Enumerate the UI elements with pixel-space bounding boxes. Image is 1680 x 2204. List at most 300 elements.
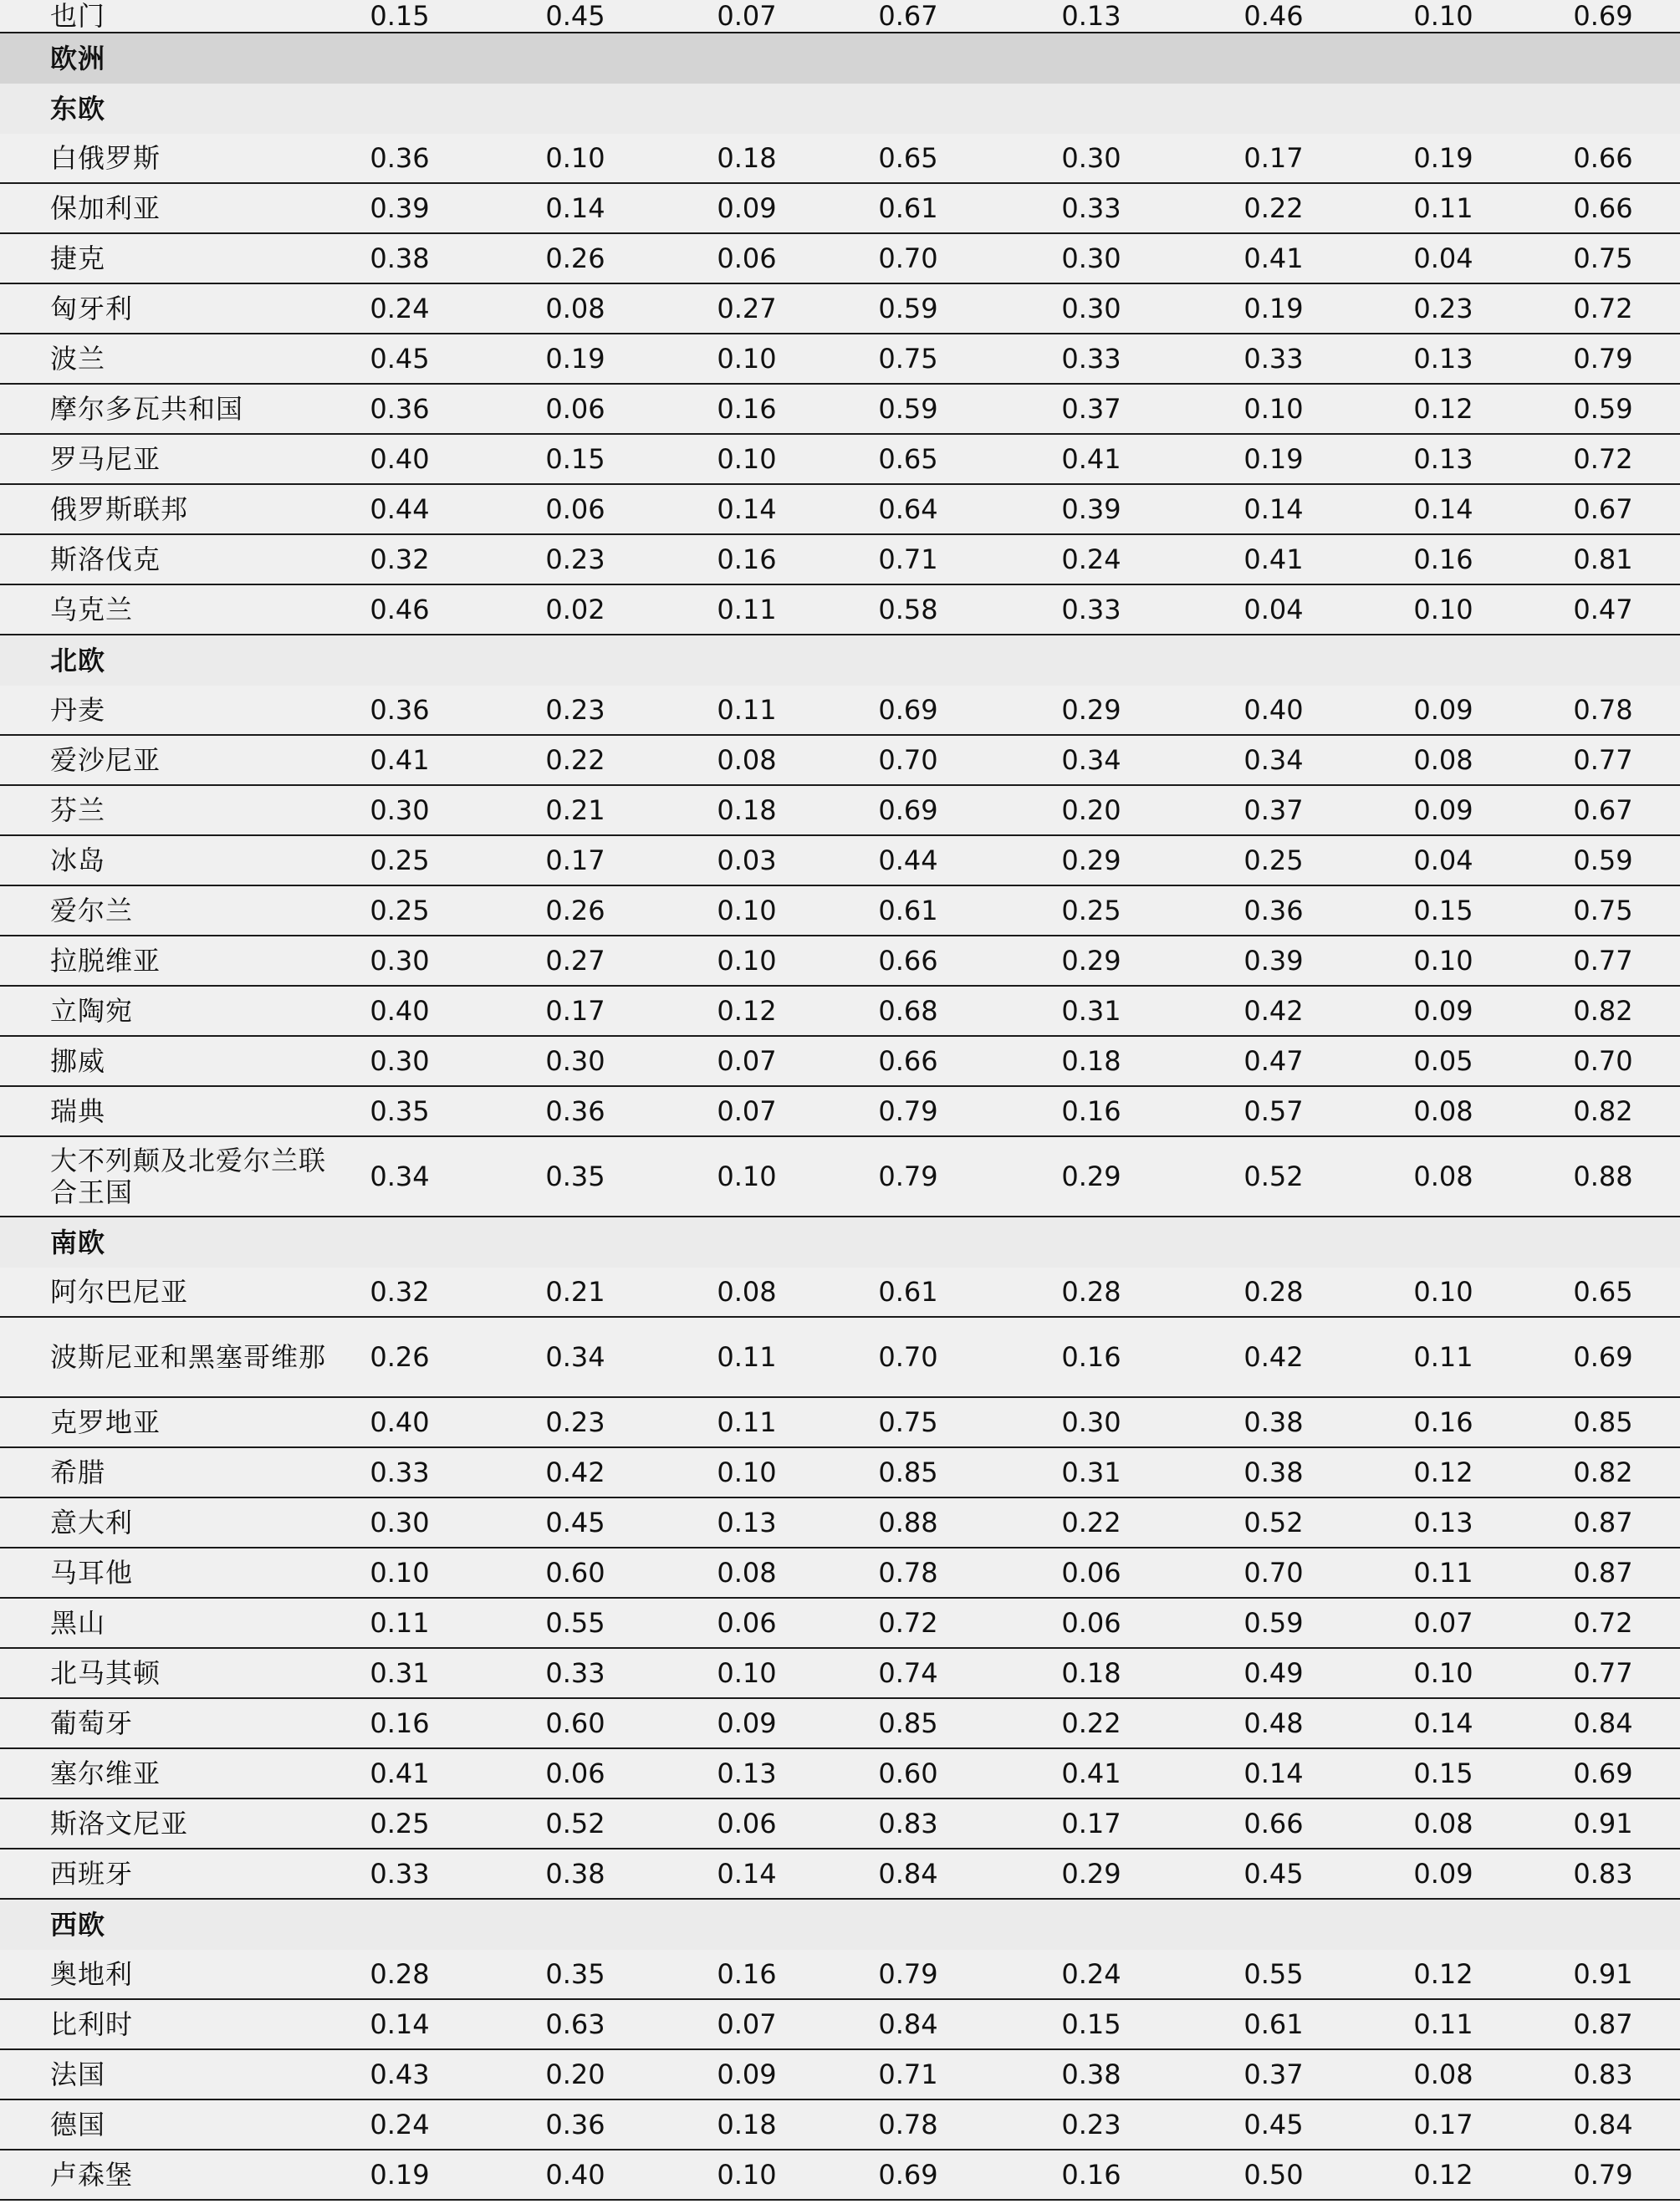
cell-col-6: 0.46: [1243, 0, 1304, 32]
cell-col-5: 0.15: [1061, 2008, 1121, 2040]
cell-col-3: 0.11: [717, 694, 777, 726]
region-name: 南欧: [50, 1227, 106, 1258]
cell-col-8: 0.59: [1573, 393, 1633, 425]
cell-col-1: 0.30: [370, 1045, 430, 1077]
cell-col-6: 0.41: [1243, 242, 1304, 274]
cell-col-7: 0.10: [1413, 1276, 1473, 1308]
cell-col-7: 0.14: [1413, 493, 1473, 525]
country-name: 丹麦: [50, 694, 106, 726]
cell-col-4: 0.59: [878, 293, 938, 324]
cell-col-8: 0.69: [1573, 1758, 1633, 1789]
cell-col-1: 0.35: [370, 1095, 430, 1127]
cell-col-6: 0.10: [1243, 393, 1304, 425]
region-name: 西欧: [50, 1909, 106, 1941]
cell-col-1: 0.34: [370, 1161, 430, 1192]
cell-col-2: 0.14: [545, 192, 605, 224]
cell-col-8: 0.67: [1573, 794, 1633, 826]
cell-col-8: 0.87: [1573, 1507, 1633, 1538]
cell-col-7: 0.19: [1413, 142, 1473, 174]
cell-col-5: 0.29: [1061, 945, 1121, 977]
country-name: 摩尔多瓦共和国: [50, 393, 244, 425]
cell-col-2: 0.23: [545, 694, 605, 726]
cell-col-3: 0.10: [717, 443, 777, 475]
cell-col-3: 0.18: [717, 142, 777, 174]
cell-col-8: 0.47: [1573, 594, 1633, 625]
cell-col-7: 0.04: [1413, 242, 1473, 274]
cell-col-3: 0.03: [717, 844, 777, 876]
cell-col-3: 0.11: [717, 1341, 777, 1373]
cell-col-2: 0.21: [545, 794, 605, 826]
cell-col-3: 0.07: [717, 2008, 777, 2040]
cell-col-3: 0.07: [717, 0, 777, 32]
cell-col-6: 0.34: [1243, 744, 1304, 776]
cell-col-8: 0.79: [1573, 2159, 1633, 2191]
cell-col-6: 0.50: [1243, 2159, 1304, 2191]
country-name: 塞尔维亚: [50, 1758, 161, 1789]
country-name: 立陶宛: [50, 995, 134, 1027]
cell-col-2: 0.27: [545, 945, 605, 977]
cell-col-1: 0.41: [370, 744, 430, 776]
cell-col-8: 0.77: [1573, 945, 1633, 977]
cell-col-8: 0.75: [1573, 895, 1633, 926]
country-name: 卢森堡: [50, 2159, 134, 2191]
cell-col-3: 0.18: [717, 2109, 777, 2140]
cell-col-7: 0.10: [1413, 1657, 1473, 1689]
cell-col-4: 0.59: [878, 393, 938, 425]
cell-col-8: 0.87: [1573, 1557, 1633, 1589]
table-row: [0, 1749, 1680, 1799]
cell-col-8: 0.69: [1573, 1341, 1633, 1373]
cell-col-7: 0.09: [1413, 1858, 1473, 1890]
cell-col-2: 0.23: [545, 1406, 605, 1438]
cell-col-5: 0.34: [1061, 744, 1121, 776]
cell-col-3: 0.10: [717, 343, 777, 375]
table-row: [0, 1548, 1680, 1599]
cell-col-7: 0.17: [1413, 2109, 1473, 2140]
cell-col-5: 0.41: [1061, 443, 1121, 475]
cell-col-2: 0.06: [545, 1758, 605, 1789]
cell-col-1: 0.44: [370, 493, 430, 525]
cell-col-1: 0.40: [370, 995, 430, 1027]
country-name: 保加利亚: [50, 192, 161, 224]
cell-col-3: 0.10: [717, 895, 777, 926]
cell-col-8: 0.70: [1573, 1045, 1633, 1077]
cell-col-6: 0.52: [1243, 1161, 1304, 1192]
cell-col-8: 0.67: [1573, 493, 1633, 525]
cell-col-7: 0.15: [1413, 895, 1473, 926]
country-name: 斯洛伐克: [50, 543, 161, 575]
cell-col-8: 0.87: [1573, 2008, 1633, 2040]
cell-col-1: 0.41: [370, 1758, 430, 1789]
cell-col-8: 0.72: [1573, 1607, 1633, 1639]
cell-col-1: 0.25: [370, 895, 430, 926]
cell-col-3: 0.08: [717, 744, 777, 776]
cell-col-7: 0.23: [1413, 293, 1473, 324]
cell-col-5: 0.33: [1061, 594, 1121, 625]
cell-col-1: 0.43: [370, 2059, 430, 2090]
cell-col-6: 0.38: [1243, 1406, 1304, 1438]
country-name: 意大利: [50, 1507, 134, 1538]
table-row: [0, 2100, 1680, 2150]
country-name: 罗马尼亚: [50, 443, 161, 475]
country-name: 克罗地亚: [50, 1406, 161, 1438]
cell-col-1: 0.30: [370, 945, 430, 977]
cell-col-2: 0.34: [545, 1341, 605, 1373]
table-row: [0, 284, 1680, 334]
cell-col-7: 0.05: [1413, 1045, 1473, 1077]
cell-col-6: 0.42: [1243, 1341, 1304, 1373]
table-row: [0, 1037, 1680, 1087]
cell-col-7: 0.11: [1413, 2008, 1473, 2040]
cell-col-6: 0.45: [1243, 2109, 1304, 2140]
cell-col-6: 0.37: [1243, 794, 1304, 826]
cell-col-8: 0.77: [1573, 1657, 1633, 1689]
cell-col-4: 0.85: [878, 1707, 938, 1739]
cell-col-5: 0.29: [1061, 1858, 1121, 1890]
cell-col-3: 0.09: [717, 2059, 777, 2090]
cell-col-1: 0.14: [370, 2008, 430, 2040]
cell-col-3: 0.07: [717, 1095, 777, 1127]
cell-col-7: 0.10: [1413, 594, 1473, 625]
cell-col-1: 0.31: [370, 1657, 430, 1689]
cell-col-1: 0.24: [370, 293, 430, 324]
table-row: [0, 485, 1680, 535]
cell-col-5: 0.24: [1061, 543, 1121, 575]
cell-col-6: 0.39: [1243, 945, 1304, 977]
cell-col-5: 0.25: [1061, 895, 1121, 926]
cell-col-7: 0.16: [1413, 1406, 1473, 1438]
cell-col-2: 0.15: [545, 443, 605, 475]
country-name: 爱尔兰: [50, 895, 134, 926]
cell-col-5: 0.20: [1061, 794, 1121, 826]
cell-col-3: 0.27: [717, 293, 777, 324]
cell-col-1: 0.36: [370, 142, 430, 174]
cell-col-4: 0.65: [878, 142, 938, 174]
subregion-header: [0, 1900, 1680, 1950]
cell-col-2: 0.45: [545, 0, 605, 32]
cell-col-1: 0.45: [370, 343, 430, 375]
cell-col-6: 0.45: [1243, 1858, 1304, 1890]
cell-col-2: 0.02: [545, 594, 605, 625]
cell-col-6: 0.66: [1243, 1808, 1304, 1839]
table-row: [0, 1087, 1680, 1137]
table-row: [0, 1699, 1680, 1749]
cell-col-7: 0.15: [1413, 1758, 1473, 1789]
cell-col-3: 0.10: [717, 945, 777, 977]
cell-col-1: 0.39: [370, 192, 430, 224]
cell-col-2: 0.60: [545, 1707, 605, 1739]
cell-col-4: 0.84: [878, 1858, 938, 1890]
table-row: [0, 1849, 1680, 1900]
table-row: [0, 686, 1680, 736]
cell-col-6: 0.37: [1243, 2059, 1304, 2090]
cell-col-1: 0.26: [370, 1341, 430, 1373]
cell-col-4: 0.65: [878, 443, 938, 475]
cell-col-2: 0.26: [545, 242, 605, 274]
cell-col-2: 0.22: [545, 744, 605, 776]
table-row: [0, 435, 1680, 485]
cell-col-5: 0.41: [1061, 1758, 1121, 1789]
cell-col-2: 0.42: [545, 1457, 605, 1488]
cell-col-1: 0.19: [370, 2159, 430, 2191]
cell-col-2: 0.23: [545, 543, 605, 575]
cell-col-2: 0.19: [545, 343, 605, 375]
cell-col-2: 0.35: [545, 1161, 605, 1192]
cell-col-2: 0.33: [545, 1657, 605, 1689]
cell-col-4: 0.70: [878, 744, 938, 776]
cell-col-4: 0.78: [878, 2109, 938, 2140]
cell-col-1: 0.32: [370, 1276, 430, 1308]
table-row: [0, 736, 1680, 786]
cell-col-7: 0.09: [1413, 694, 1473, 726]
cell-col-8: 0.91: [1573, 1958, 1633, 1990]
cell-col-4: 0.74: [878, 1657, 938, 1689]
cell-col-2: 0.35: [545, 1958, 605, 1990]
cell-col-1: 0.33: [370, 1457, 430, 1488]
table-row: [0, 184, 1680, 234]
table-row: [0, 1448, 1680, 1498]
cell-col-7: 0.08: [1413, 2059, 1473, 2090]
cell-col-3: 0.06: [717, 1808, 777, 1839]
cell-col-4: 0.69: [878, 694, 938, 726]
cell-col-8: 0.72: [1573, 293, 1633, 324]
cell-col-3: 0.11: [717, 1406, 777, 1438]
cell-col-2: 0.08: [545, 293, 605, 324]
cell-col-5: 0.24: [1061, 1958, 1121, 1990]
cell-col-5: 0.29: [1061, 844, 1121, 876]
cell-col-3: 0.16: [717, 543, 777, 575]
cell-col-3: 0.09: [717, 192, 777, 224]
cell-col-7: 0.11: [1413, 1557, 1473, 1589]
cell-col-1: 0.30: [370, 1507, 430, 1538]
table-row: [0, 535, 1680, 585]
cell-col-3: 0.06: [717, 1607, 777, 1639]
cell-col-1: 0.10: [370, 1557, 430, 1589]
cell-col-5: 0.22: [1061, 1707, 1121, 1739]
cell-col-5: 0.31: [1061, 995, 1121, 1027]
table-row: [0, 2050, 1680, 2100]
cell-col-8: 0.72: [1573, 443, 1633, 475]
table-row: [0, 585, 1680, 635]
cell-col-1: 0.36: [370, 694, 430, 726]
cell-col-4: 0.71: [878, 2059, 938, 2090]
region-name: 欧洲: [50, 43, 106, 74]
cell-col-7: 0.07: [1413, 1607, 1473, 1639]
cell-col-6: 0.04: [1243, 594, 1304, 625]
table-row: [0, 786, 1680, 836]
cell-col-2: 0.45: [545, 1507, 605, 1538]
country-name: 德国: [50, 2109, 106, 2140]
cell-col-4: 0.85: [878, 1457, 938, 1488]
table-row: [0, 1498, 1680, 1548]
cell-col-5: 0.30: [1061, 142, 1121, 174]
country-name: 爱沙尼亚: [50, 744, 161, 776]
cell-col-8: 0.83: [1573, 2059, 1633, 2090]
cell-col-1: 0.30: [370, 794, 430, 826]
cell-col-1: 0.32: [370, 543, 430, 575]
cell-col-3: 0.16: [717, 1958, 777, 1990]
table-row: [0, 1950, 1680, 2000]
cell-col-1: 0.46: [370, 594, 430, 625]
cell-col-6: 0.61: [1243, 2008, 1304, 2040]
table-row: [0, 886, 1680, 936]
cell-col-3: 0.10: [717, 1657, 777, 1689]
cell-col-4: 0.61: [878, 1276, 938, 1308]
cell-col-5: 0.39: [1061, 493, 1121, 525]
cell-col-5: 0.33: [1061, 343, 1121, 375]
cell-col-3: 0.10: [717, 2159, 777, 2191]
country-name: 葡萄牙: [50, 1707, 134, 1739]
country-name: 波斯尼亚和黑塞哥维那: [50, 1341, 327, 1373]
cell-col-3: 0.12: [717, 995, 777, 1027]
cell-col-8: 0.75: [1573, 242, 1633, 274]
cell-col-7: 0.10: [1413, 945, 1473, 977]
cell-col-1: 0.40: [370, 1406, 430, 1438]
table-row: [0, 134, 1680, 184]
country-name: 俄罗斯联邦: [50, 493, 189, 525]
cell-col-6: 0.22: [1243, 192, 1304, 224]
country-name: 白俄罗斯: [50, 142, 161, 174]
cell-col-4: 0.78: [878, 1557, 938, 1589]
subregion-header: [0, 1217, 1680, 1268]
cell-col-4: 0.79: [878, 1161, 938, 1192]
cell-col-8: 0.66: [1573, 142, 1633, 174]
cell-col-4: 0.69: [878, 794, 938, 826]
country-name: 芬兰: [50, 794, 106, 826]
cell-col-4: 0.68: [878, 995, 938, 1027]
cell-col-8: 0.79: [1573, 343, 1633, 375]
table-row: [0, 1649, 1680, 1699]
region-header: [0, 33, 1680, 84]
cell-col-7: 0.04: [1413, 844, 1473, 876]
cell-col-7: 0.10: [1413, 0, 1473, 32]
country-name: 瑞典: [50, 1095, 106, 1127]
cell-col-5: 0.38: [1061, 2059, 1121, 2090]
cell-col-4: 0.44: [878, 844, 938, 876]
country-name: 希腊: [50, 1457, 106, 1488]
region-name: 北欧: [50, 645, 106, 676]
cell-col-6: 0.41: [1243, 543, 1304, 575]
cell-col-4: 0.61: [878, 192, 938, 224]
cell-col-8: 0.85: [1573, 1406, 1633, 1438]
cell-col-3: 0.14: [717, 493, 777, 525]
cell-col-2: 0.40: [545, 2159, 605, 2191]
cell-col-8: 0.88: [1573, 1161, 1633, 1192]
cell-col-5: 0.16: [1061, 2159, 1121, 2191]
cell-col-7: 0.14: [1413, 1707, 1473, 1739]
cell-col-5: 0.18: [1061, 1045, 1121, 1077]
cell-col-1: 0.36: [370, 393, 430, 425]
cell-col-1: 0.33: [370, 1858, 430, 1890]
cell-col-7: 0.08: [1413, 744, 1473, 776]
cell-col-7: 0.12: [1413, 2159, 1473, 2191]
cell-col-4: 0.69: [878, 2159, 938, 2191]
country-name: 西班牙: [50, 1858, 134, 1890]
cell-col-4: 0.72: [878, 1607, 938, 1639]
cell-col-1: 0.25: [370, 1808, 430, 1839]
cell-col-5: 0.16: [1061, 1341, 1121, 1373]
cell-col-7: 0.08: [1413, 1095, 1473, 1127]
cell-col-5: 0.29: [1061, 1161, 1121, 1192]
table-row: [0, 1318, 1680, 1398]
country-name: 捷克: [50, 242, 106, 274]
country-name: 也门: [50, 0, 106, 32]
cell-col-6: 0.19: [1243, 293, 1304, 324]
table-row: [0, 836, 1680, 886]
cell-col-2: 0.06: [545, 493, 605, 525]
cell-col-7: 0.12: [1413, 393, 1473, 425]
cell-col-7: 0.13: [1413, 343, 1473, 375]
cell-col-6: 0.59: [1243, 1607, 1304, 1639]
cell-col-6: 0.14: [1243, 1758, 1304, 1789]
cell-col-6: 0.47: [1243, 1045, 1304, 1077]
cell-col-1: 0.24: [370, 2109, 430, 2140]
cell-col-5: 0.37: [1061, 393, 1121, 425]
cell-col-1: 0.25: [370, 844, 430, 876]
cell-col-4: 0.64: [878, 493, 938, 525]
cell-col-2: 0.20: [545, 2059, 605, 2090]
cell-col-6: 0.55: [1243, 1958, 1304, 1990]
cell-col-5: 0.30: [1061, 1406, 1121, 1438]
cell-col-4: 0.66: [878, 1045, 938, 1077]
cell-col-2: 0.30: [545, 1045, 605, 1077]
cell-col-4: 0.83: [878, 1808, 938, 1839]
cell-col-4: 0.71: [878, 543, 938, 575]
cell-col-1: 0.28: [370, 1958, 430, 1990]
cell-col-3: 0.07: [717, 1045, 777, 1077]
subregion-header: [0, 84, 1680, 134]
country-name: 斯洛文尼亚: [50, 1808, 189, 1839]
cell-col-1: 0.11: [370, 1607, 430, 1639]
cell-col-7: 0.13: [1413, 1507, 1473, 1538]
cell-col-2: 0.55: [545, 1607, 605, 1639]
table-row: [0, 2000, 1680, 2050]
cell-col-5: 0.33: [1061, 192, 1121, 224]
cell-col-4: 0.67: [878, 0, 938, 32]
cell-col-3: 0.06: [717, 242, 777, 274]
cell-col-4: 0.66: [878, 945, 938, 977]
cell-col-8: 0.77: [1573, 744, 1633, 776]
table-row: [0, 1398, 1680, 1448]
cell-col-8: 0.84: [1573, 2109, 1633, 2140]
cell-col-3: 0.14: [717, 1858, 777, 1890]
cell-col-2: 0.36: [545, 2109, 605, 2140]
cell-col-2: 0.06: [545, 393, 605, 425]
cell-col-4: 0.75: [878, 1406, 938, 1438]
cell-col-5: 0.16: [1061, 1095, 1121, 1127]
cell-col-4: 0.61: [878, 895, 938, 926]
cell-col-6: 0.40: [1243, 694, 1304, 726]
cell-col-4: 0.70: [878, 1341, 938, 1373]
country-name: 冰岛: [50, 844, 106, 876]
cell-col-1: 0.40: [370, 443, 430, 475]
cell-col-5: 0.29: [1061, 694, 1121, 726]
cell-col-4: 0.60: [878, 1758, 938, 1789]
cell-col-2: 0.26: [545, 895, 605, 926]
country-name: 奥地利: [50, 1958, 134, 1990]
cell-col-6: 0.48: [1243, 1707, 1304, 1739]
cell-col-6: 0.36: [1243, 895, 1304, 926]
cell-col-5: 0.30: [1061, 293, 1121, 324]
cell-col-7: 0.11: [1413, 1341, 1473, 1373]
country-name: 北马其顿: [50, 1657, 161, 1689]
cell-col-3: 0.09: [717, 1707, 777, 1739]
table-row: [0, 1799, 1680, 1849]
cell-col-2: 0.60: [545, 1557, 605, 1589]
cell-col-2: 0.10: [545, 142, 605, 174]
cell-col-5: 0.30: [1061, 242, 1121, 274]
cell-col-7: 0.12: [1413, 1958, 1473, 1990]
